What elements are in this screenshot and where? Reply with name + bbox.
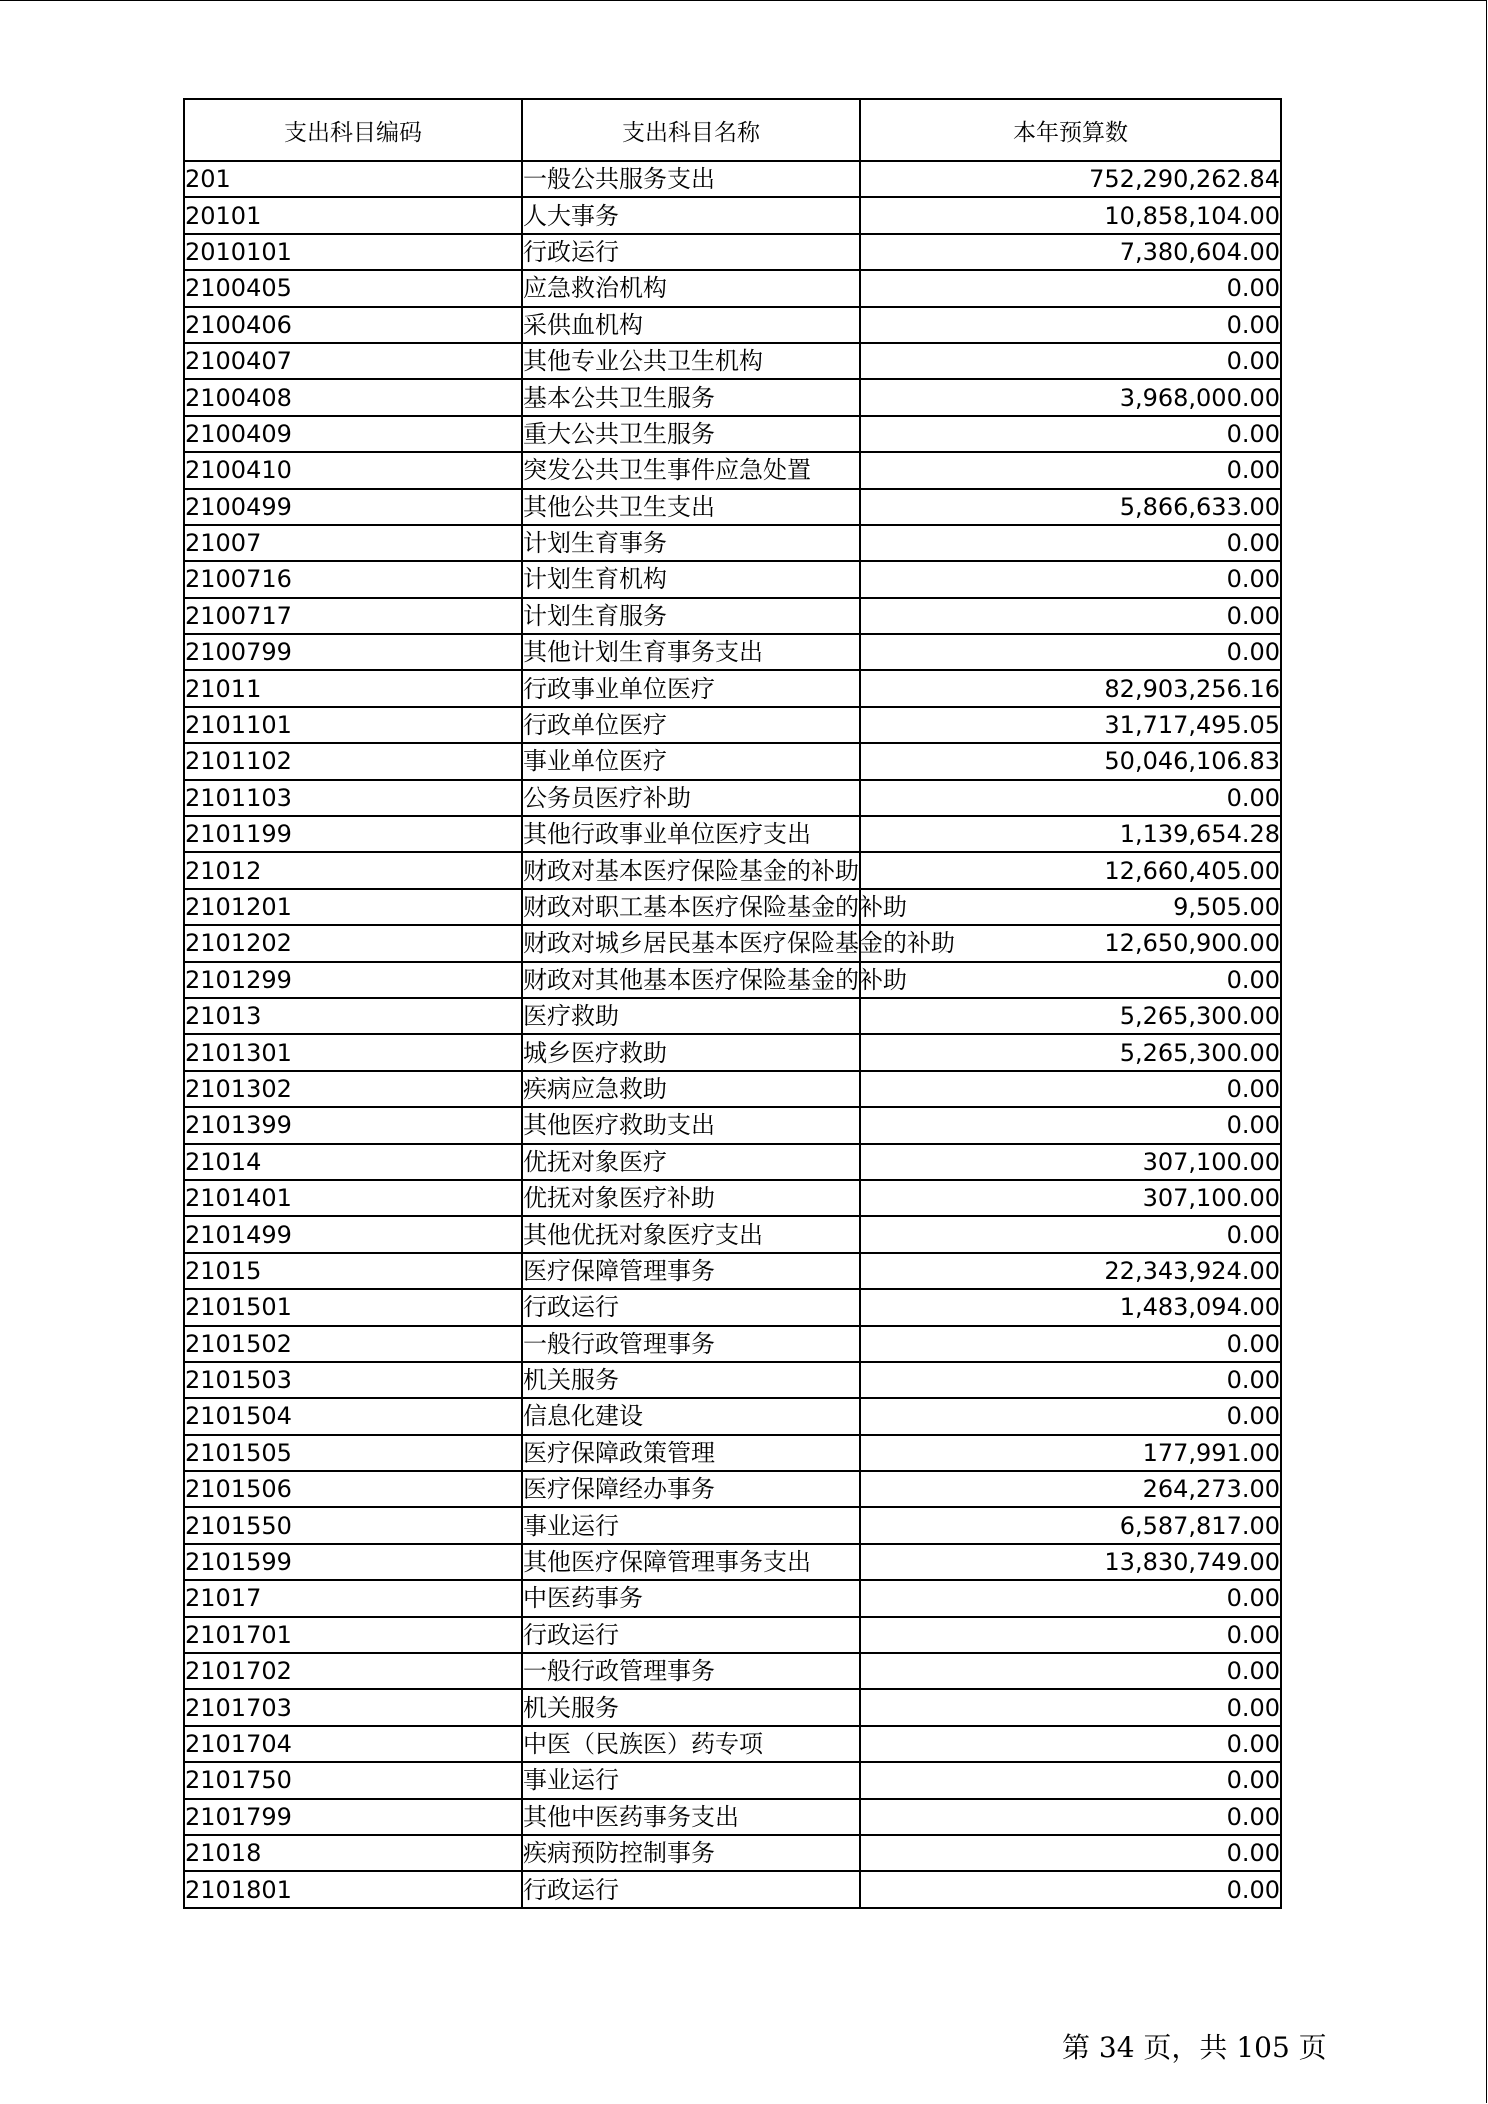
cell-amount: 13,830,749.00	[860, 1544, 1281, 1580]
cell-code: 21015	[184, 1253, 522, 1289]
cell-code: 2100409	[184, 416, 522, 452]
cell-name: 医疗保障经办事务	[522, 1471, 860, 1507]
cell-amount: 12,660,405.00	[860, 852, 1281, 888]
cell-code: 2100406	[184, 307, 522, 343]
table-row	[184, 1216, 1281, 1252]
cell-amount: 31,717,495.05	[860, 707, 1281, 743]
table-row	[184, 1107, 1281, 1143]
cell-amount: 9,505.00	[860, 889, 1281, 925]
table-row	[184, 852, 1281, 888]
table-row	[184, 889, 1281, 925]
cell-amount: 0.00	[860, 634, 1281, 670]
cell-code: 2100405	[184, 270, 522, 306]
table-row	[184, 1689, 1281, 1725]
cell-name: 其他公共卫生支出	[522, 489, 860, 525]
cell-code: 2101201	[184, 889, 522, 925]
cell-code: 201	[184, 161, 522, 197]
cell-name: 优抚对象医疗	[522, 1144, 860, 1180]
cell-code: 2101703	[184, 1689, 522, 1725]
cell-name: 计划生育事务	[522, 525, 860, 561]
cell-name: 采供血机构	[522, 307, 860, 343]
cell-name: 事业运行	[522, 1507, 860, 1543]
cell-name: 医疗保障政策管理	[522, 1435, 860, 1471]
cell-amount: 0.00	[860, 1362, 1281, 1398]
table-row	[184, 1144, 1281, 1180]
cell-code: 2100799	[184, 634, 522, 670]
cell-name: 行政运行	[522, 1871, 860, 1907]
cell-code: 2101801	[184, 1871, 522, 1907]
cell-code: 2101102	[184, 743, 522, 779]
cell-name: 一般行政管理事务	[522, 1326, 860, 1362]
cell-code: 2101750	[184, 1762, 522, 1798]
cell-name: 人大事务	[522, 197, 860, 233]
cell-name: 财政对城乡居民基本医疗保险基金的补助	[522, 925, 860, 961]
table-row	[184, 1435, 1281, 1471]
table-row	[184, 343, 1281, 379]
table-row	[184, 1653, 1281, 1689]
cell-code: 2100717	[184, 598, 522, 634]
cell-name: 机关服务	[522, 1689, 860, 1725]
cell-amount: 1,139,654.28	[860, 816, 1281, 852]
cell-name: 事业运行	[522, 1762, 860, 1798]
cell-amount: 0.00	[860, 343, 1281, 379]
cell-amount: 0.00	[860, 307, 1281, 343]
cell-code: 2101701	[184, 1617, 522, 1653]
cell-amount: 0.00	[860, 1799, 1281, 1835]
table-row	[184, 998, 1281, 1034]
cell-name: 公务员医疗补助	[522, 780, 860, 816]
table-row	[184, 270, 1281, 306]
cell-code: 2101504	[184, 1398, 522, 1434]
table-row	[184, 1544, 1281, 1580]
cell-name: 优抚对象医疗补助	[522, 1180, 860, 1216]
page-number: 第 34 页，共 105 页	[1062, 2031, 1327, 2064]
cell-name: 疾病预防控制事务	[522, 1835, 860, 1871]
table-row	[184, 525, 1281, 561]
cell-name: 中医药事务	[522, 1580, 860, 1616]
cell-code: 2100410	[184, 452, 522, 488]
table-row	[184, 1471, 1281, 1507]
cell-code: 2101401	[184, 1180, 522, 1216]
cell-name: 行政运行	[522, 234, 860, 270]
cell-amount: 0.00	[860, 1762, 1281, 1798]
cell-name: 医疗保障管理事务	[522, 1253, 860, 1289]
cell-code: 2101502	[184, 1326, 522, 1362]
cell-code: 2101505	[184, 1435, 522, 1471]
table-row	[184, 1071, 1281, 1107]
cell-code: 2100716	[184, 561, 522, 597]
cell-amount: 0.00	[860, 598, 1281, 634]
cell-amount: 0.00	[860, 1326, 1281, 1362]
cell-amount: 5,866,633.00	[860, 489, 1281, 525]
table-row	[184, 925, 1281, 961]
cell-name: 计划生育机构	[522, 561, 860, 597]
table-row	[184, 1362, 1281, 1398]
cell-code: 2100408	[184, 379, 522, 415]
cell-name: 医疗救助	[522, 998, 860, 1034]
table-row	[184, 197, 1281, 233]
cell-name: 计划生育服务	[522, 598, 860, 634]
cell-amount: 0.00	[860, 1580, 1281, 1616]
cell-name: 行政运行	[522, 1617, 860, 1653]
table-row	[184, 161, 1281, 197]
cell-code: 2100407	[184, 343, 522, 379]
cell-amount: 82,903,256.16	[860, 670, 1281, 706]
cell-amount: 307,100.00	[860, 1144, 1281, 1180]
cell-name: 其他优抚对象医疗支出	[522, 1216, 860, 1252]
cell-name: 财政对其他基本医疗保险基金的补助	[522, 962, 860, 998]
cell-code: 21014	[184, 1144, 522, 1180]
table-row	[184, 1253, 1281, 1289]
cell-code: 2101503	[184, 1362, 522, 1398]
cell-code: 2101302	[184, 1071, 522, 1107]
cell-name: 一般公共服务支出	[522, 161, 860, 197]
table-row	[184, 307, 1281, 343]
table-row	[184, 1180, 1281, 1216]
table-row	[184, 416, 1281, 452]
cell-code: 2101550	[184, 1507, 522, 1543]
cell-code: 2101506	[184, 1471, 522, 1507]
table-row	[184, 1507, 1281, 1543]
table-row	[184, 962, 1281, 998]
cell-name: 行政单位医疗	[522, 707, 860, 743]
cell-name: 其他行政事业单位医疗支出	[522, 816, 860, 852]
cell-amount: 7,380,604.00	[860, 234, 1281, 270]
cell-code: 21018	[184, 1835, 522, 1871]
table-row	[184, 780, 1281, 816]
cell-code: 2101501	[184, 1289, 522, 1325]
cell-name: 其他中医药事务支出	[522, 1799, 860, 1835]
cell-amount: 752,290,262.84	[860, 161, 1281, 197]
cell-code: 2101702	[184, 1653, 522, 1689]
table-row	[184, 816, 1281, 852]
cell-name: 其他医疗保障管理事务支出	[522, 1544, 860, 1580]
cell-name: 行政运行	[522, 1289, 860, 1325]
cell-amount: 22,343,924.00	[860, 1253, 1281, 1289]
cell-amount: 0.00	[860, 1071, 1281, 1107]
cell-amount: 5,265,300.00	[860, 1034, 1281, 1070]
table-row	[184, 379, 1281, 415]
cell-code: 2101202	[184, 925, 522, 961]
table-row	[184, 1762, 1281, 1798]
table-row	[184, 1835, 1281, 1871]
table-row	[184, 489, 1281, 525]
table-header	[184, 99, 1281, 161]
cell-code: 2101101	[184, 707, 522, 743]
table-row	[184, 1580, 1281, 1616]
cell-name: 其他专业公共卫生机构	[522, 343, 860, 379]
cell-name: 重大公共卫生服务	[522, 416, 860, 452]
table-row	[184, 634, 1281, 670]
cell-amount: 0.00	[860, 1617, 1281, 1653]
header-amount: 本年预算数	[860, 99, 1281, 161]
cell-name: 其他医疗救助支出	[522, 1107, 860, 1143]
cell-amount: 1,483,094.00	[860, 1289, 1281, 1325]
table-body	[184, 161, 1281, 1908]
cell-name: 一般行政管理事务	[522, 1653, 860, 1689]
cell-code: 21011	[184, 670, 522, 706]
cell-code: 20101	[184, 197, 522, 233]
table-row	[184, 1617, 1281, 1653]
cell-amount: 0.00	[860, 1107, 1281, 1143]
cell-amount: 0.00	[860, 1835, 1281, 1871]
cell-amount: 0.00	[860, 416, 1281, 452]
cell-code: 2101599	[184, 1544, 522, 1580]
table-row	[184, 1326, 1281, 1362]
cell-name: 机关服务	[522, 1362, 860, 1398]
cell-code: 2101299	[184, 962, 522, 998]
cell-code: 2101499	[184, 1216, 522, 1252]
table-row	[184, 1871, 1281, 1907]
cell-name: 事业单位医疗	[522, 743, 860, 779]
cell-code: 21007	[184, 525, 522, 561]
table-row	[184, 1034, 1281, 1070]
cell-amount: 10,858,104.00	[860, 197, 1281, 233]
cell-name: 城乡医疗救助	[522, 1034, 860, 1070]
cell-code: 2101799	[184, 1799, 522, 1835]
table-row	[184, 561, 1281, 597]
cell-amount: 264,273.00	[860, 1471, 1281, 1507]
cell-amount: 0.00	[860, 525, 1281, 561]
cell-name: 其他计划生育事务支出	[522, 634, 860, 670]
cell-amount: 0.00	[860, 962, 1281, 998]
cell-amount: 12,650,900.00	[860, 925, 1281, 961]
cell-amount: 0.00	[860, 1726, 1281, 1762]
cell-code: 21013	[184, 998, 522, 1034]
cell-amount: 0.00	[860, 1653, 1281, 1689]
table-row	[184, 452, 1281, 488]
cell-name: 财政对基本医疗保险基金的补助	[522, 852, 860, 888]
table-row	[184, 1726, 1281, 1762]
cell-amount: 0.00	[860, 452, 1281, 488]
cell-name: 疾病应急救助	[522, 1071, 860, 1107]
table-row	[184, 670, 1281, 706]
cell-code: 2101704	[184, 1726, 522, 1762]
cell-name: 行政事业单位医疗	[522, 670, 860, 706]
cell-amount: 0.00	[860, 1871, 1281, 1907]
cell-amount: 6,587,817.00	[860, 1507, 1281, 1543]
cell-amount: 0.00	[860, 1216, 1281, 1252]
header-name: 支出科目名称	[522, 99, 860, 161]
cell-amount: 177,991.00	[860, 1435, 1281, 1471]
table-row	[184, 234, 1281, 270]
cell-amount: 0.00	[860, 780, 1281, 816]
budget-table	[183, 98, 1282, 1909]
cell-name: 应急救治机构	[522, 270, 860, 306]
cell-amount: 307,100.00	[860, 1180, 1281, 1216]
cell-amount: 50,046,106.83	[860, 743, 1281, 779]
cell-code: 2101103	[184, 780, 522, 816]
cell-amount: 3,968,000.00	[860, 379, 1281, 415]
table-row	[184, 707, 1281, 743]
table-row	[184, 743, 1281, 779]
cell-name: 财政对职工基本医疗保险基金的补助	[522, 889, 860, 925]
cell-amount: 0.00	[860, 1689, 1281, 1725]
cell-name: 突发公共卫生事件应急处置	[522, 452, 860, 488]
cell-code: 2100499	[184, 489, 522, 525]
table-row	[184, 1289, 1281, 1325]
cell-code: 2101301	[184, 1034, 522, 1070]
cell-code: 21012	[184, 852, 522, 888]
cell-amount: 5,265,300.00	[860, 998, 1281, 1034]
table-row	[184, 1398, 1281, 1434]
cell-name: 基本公共卫生服务	[522, 379, 860, 415]
cell-code: 2010101	[184, 234, 522, 270]
cell-name: 中医（民族医）药专项	[522, 1726, 860, 1762]
cell-code: 2101399	[184, 1107, 522, 1143]
cell-code: 2101199	[184, 816, 522, 852]
cell-code: 21017	[184, 1580, 522, 1616]
cell-amount: 0.00	[860, 561, 1281, 597]
header-row	[184, 99, 1281, 161]
cell-amount: 0.00	[860, 1398, 1281, 1434]
cell-name: 信息化建设	[522, 1398, 860, 1434]
table-row	[184, 1799, 1281, 1835]
table-row	[184, 598, 1281, 634]
cell-amount: 0.00	[860, 270, 1281, 306]
header-code: 支出科目编码	[184, 99, 522, 161]
